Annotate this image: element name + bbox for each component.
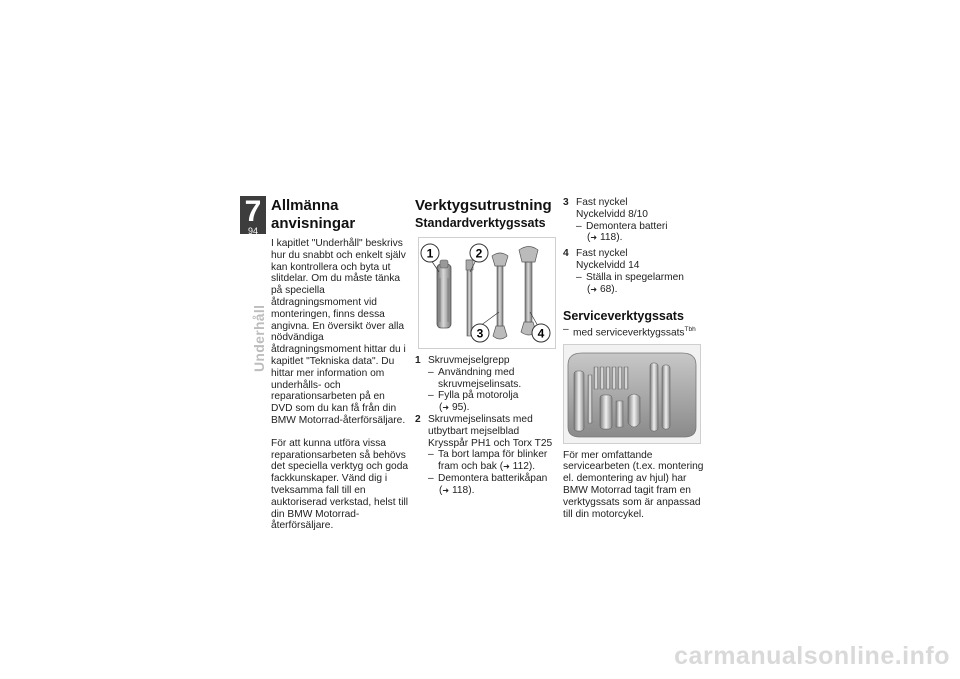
reference-arrow-icon: ➜	[503, 462, 510, 472]
heading-service-toolkit: Serviceverktygssats	[563, 309, 684, 324]
wrench-14-icon	[519, 247, 538, 336]
service-toolkit-illustration	[564, 345, 700, 443]
page-reference[interactable]: 112).	[512, 461, 536, 473]
sub-item-text: Demontera batteri	[586, 220, 668, 232]
paragraph-intro: I kapitlet "Underhåll" beskrivs hur du snabbt och enkelt själv kan kontrollera och byta ut slitdelar. Om du måste tänka på speciella åtdragningsmoment vid monteringen, finns dessa angivna. En översikt över alla nödvändiga åtdragningsmoment hittar du i kapitlet "Tekniska data". Du hittar mer information om underhålls- och reparationsarbeten på en DVD som du kan få från din BMW Motorrad-återförsäljare.	[271, 238, 406, 426]
item-detail: Nyckelvidd 14	[576, 259, 640, 271]
heading-toolkit: Verktygsutrustning	[415, 197, 552, 214]
option-code: Tbh	[684, 326, 696, 334]
dash-bullet: –	[563, 324, 569, 336]
item-number: 4	[563, 248, 569, 260]
column-wrenches-and-service-kit	[563, 197, 706, 520]
dash-bullet: –	[428, 390, 434, 402]
dash-bullet: –	[428, 366, 434, 378]
sub-item-text: Fylla på motorolja	[438, 390, 519, 402]
item-title: Fast nyckel	[576, 197, 628, 208]
wrench-8-10-icon	[492, 253, 508, 339]
callout-4	[532, 324, 550, 342]
paragraph-special-tools: För att kunna utföra vissa reparationsarbeten så behövs det speciella verktyg och goda fackkunskaper. Vänd dig i tveksamma fall till en auktoriserad verkstad, helst till din BMW Motorrad-återförsäljare.	[271, 437, 409, 532]
sub-item-text: Användning med skruvmejselinsats.	[438, 366, 522, 390]
dash-bullet: –	[576, 220, 582, 232]
sub-item-text: Ställa in spegelarmen	[586, 271, 684, 283]
page-reference[interactable]: (➜ 95).	[439, 402, 470, 414]
item-detail: Nyckelvidd 8/10	[576, 208, 648, 220]
reference-arrow-icon: ➜	[590, 284, 598, 294]
tools-illustration	[419, 238, 555, 348]
list-item-1	[415, 355, 556, 414]
item-number: 3	[563, 197, 569, 208]
service-toolkit-figure	[563, 344, 701, 444]
list-item-4	[563, 248, 706, 295]
page-reference[interactable]: (➜ 118).	[439, 484, 475, 496]
item-title: Skruvmejselgrepp	[428, 355, 510, 366]
dash-bullet: –	[576, 271, 582, 283]
paragraph-service-toolkit: För mer omfattande servicearbeten (t.ex. montering el. demontering av hjul) har BMW Motorrad tagit fram en verktygssats som är anpassad till din motorcykel.	[563, 449, 704, 520]
page-number: 94	[247, 226, 258, 236]
list-item-2	[415, 414, 556, 497]
screwdriver-handle-icon	[437, 260, 451, 328]
item-title: Fast nyckel	[576, 248, 628, 260]
reference-arrow-icon: ➜	[442, 485, 450, 495]
page-reference[interactable]: (➜ 118).	[587, 232, 623, 244]
dash-bullet: –	[428, 472, 434, 484]
list-item-3	[563, 197, 706, 244]
svg-text:3: 3	[476, 326, 484, 341]
subheading-standard-toolkit: Standardverktygssats	[415, 216, 546, 230]
heading-general-instructions: Allmänna anvisningar	[271, 197, 356, 232]
reference-arrow-icon: ➜	[442, 403, 450, 413]
reference-arrow-icon: ➜	[590, 233, 598, 243]
svg-text:2: 2	[475, 246, 483, 261]
sub-item-text: Demontera batterikåpan	[438, 472, 548, 484]
screwdriver-bit-icon	[466, 260, 473, 336]
chapter-number: 7	[244, 195, 262, 228]
column-toolkit	[415, 197, 556, 497]
svg-text:4: 4	[537, 326, 545, 341]
sub-item-text: Ta bort lampa för blinker fram och bak (➜ 112).	[438, 449, 548, 473]
item-number: 1	[415, 355, 421, 366]
page-reference[interactable]: (➜ 68).	[587, 283, 618, 295]
option-note	[563, 324, 706, 339]
item-number: 2	[415, 413, 421, 425]
svg-text:1: 1	[426, 246, 434, 261]
chapter-title-vertical: Underhåll	[251, 304, 267, 372]
standard-tools-figure	[418, 237, 556, 349]
callout-3	[471, 324, 489, 342]
option-text: med serviceverktygssats	[573, 327, 685, 339]
item-title: Skruvmejselinsats med utbytbart mejselblad	[428, 413, 533, 437]
column-general-instructions	[271, 197, 409, 532]
callout-2	[470, 244, 488, 262]
item-detail: Krysspår PH1 och Torx T25	[428, 437, 553, 449]
dash-bullet: –	[428, 449, 434, 461]
callout-1	[421, 244, 439, 262]
watermark: carmanualsonline.info	[674, 642, 950, 670]
